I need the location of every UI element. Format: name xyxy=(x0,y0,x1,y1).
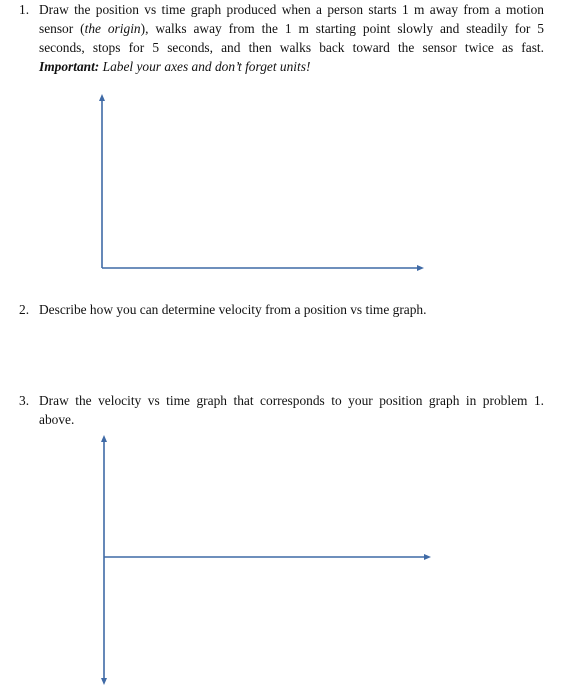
question-1-line-2-b: ), walks away from the 1 m starting point slowly and steadily for 5 xyxy=(140,21,544,36)
question-3-number: 3. xyxy=(19,393,30,408)
question-1-origin-term: the origin xyxy=(84,21,141,36)
important-label: Important: xyxy=(39,59,100,74)
question-2-line-1: Describe how you can determine velocity from a position vs time graph. xyxy=(39,302,427,317)
question-3-line-2: above. xyxy=(39,412,75,427)
question-2-number: 2. xyxy=(19,302,30,317)
question-1-line-2-a: sensor ( xyxy=(39,21,85,36)
question-1-line-1: Draw the position vs time graph produced when a person starts 1 m away from a motion xyxy=(39,2,544,17)
graph-2-y-arrow-up xyxy=(101,435,107,442)
question-1-line-3: seconds, stops for 5 seconds, and then walks back toward the sensor twice as fast. xyxy=(39,40,544,55)
question-1-number: 1. xyxy=(19,2,30,17)
important-text: Label your axes and don’t forget units! xyxy=(99,59,311,74)
graph-2-y-arrow-down xyxy=(101,678,107,685)
graph-2-x-arrow xyxy=(424,554,431,560)
question-3-line-1: Draw the velocity vs time graph that corresponds to your position graph in problem 1. xyxy=(39,393,544,408)
